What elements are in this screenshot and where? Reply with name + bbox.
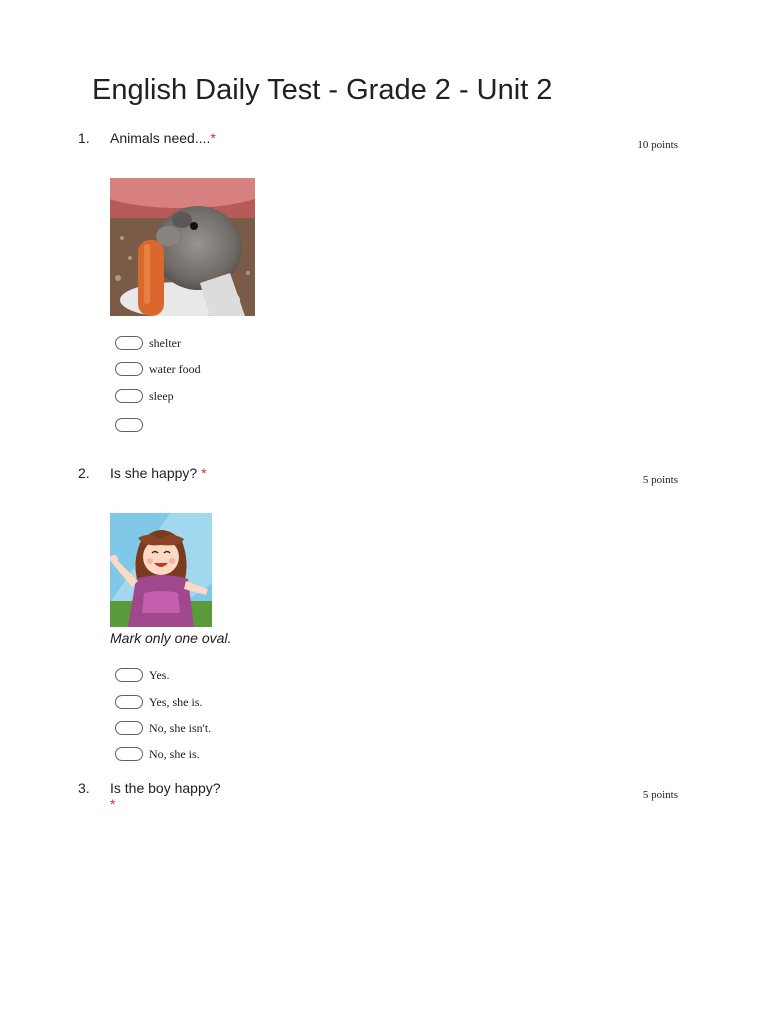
radio-oval[interactable] bbox=[115, 418, 143, 432]
radio-oval[interactable] bbox=[115, 721, 143, 735]
question-text bbox=[110, 465, 207, 481]
option-yes-she-is[interactable] bbox=[115, 693, 202, 711]
question-number: 2. bbox=[78, 465, 90, 481]
option-water-food[interactable] bbox=[115, 360, 201, 378]
radio-oval[interactable] bbox=[115, 362, 143, 376]
option-no-she-is[interactable] bbox=[115, 745, 200, 763]
radio-oval[interactable] bbox=[115, 747, 143, 761]
radio-oval[interactable] bbox=[115, 668, 143, 682]
option-label: water food bbox=[149, 361, 201, 376]
option-yes[interactable] bbox=[115, 666, 169, 684]
option-sleep[interactable] bbox=[115, 387, 174, 405]
question-text: Is the boy happy? bbox=[110, 780, 221, 796]
required-asterisk: * bbox=[201, 465, 207, 481]
option-label: sleep bbox=[149, 388, 174, 403]
question-text bbox=[110, 130, 216, 146]
required-asterisk: * bbox=[110, 796, 116, 812]
option-label: shelter bbox=[149, 335, 181, 350]
required-asterisk: * bbox=[210, 130, 216, 146]
question-number: 3. bbox=[78, 780, 90, 796]
option-blank[interactable] bbox=[115, 416, 149, 434]
points-label: 5 points bbox=[642, 474, 678, 486]
radio-oval[interactable] bbox=[115, 389, 143, 403]
points-label: 10 points bbox=[637, 139, 678, 151]
radio-oval[interactable] bbox=[115, 695, 143, 709]
option-no-she-isnt[interactable] bbox=[115, 719, 211, 737]
hamster-image bbox=[110, 178, 255, 316]
question-number: 1. bbox=[78, 130, 90, 146]
option-shelter[interactable] bbox=[115, 334, 181, 352]
girl-image bbox=[110, 513, 212, 627]
question-label: Animals need.... bbox=[110, 130, 211, 146]
radio-oval[interactable] bbox=[115, 336, 143, 350]
option-label: No, she isn't. bbox=[149, 720, 212, 735]
instruction-text: Mark only one oval. bbox=[110, 630, 232, 646]
points-label: 5 points bbox=[642, 789, 678, 801]
question-label: Is she happy? bbox=[110, 465, 198, 481]
option-label: Yes, she is. bbox=[149, 694, 203, 709]
form-title: English Daily Test - Grade 2 - Unit 2 bbox=[92, 74, 553, 106]
option-label: No, she is. bbox=[149, 746, 200, 761]
option-label: Yes. bbox=[149, 667, 170, 682]
